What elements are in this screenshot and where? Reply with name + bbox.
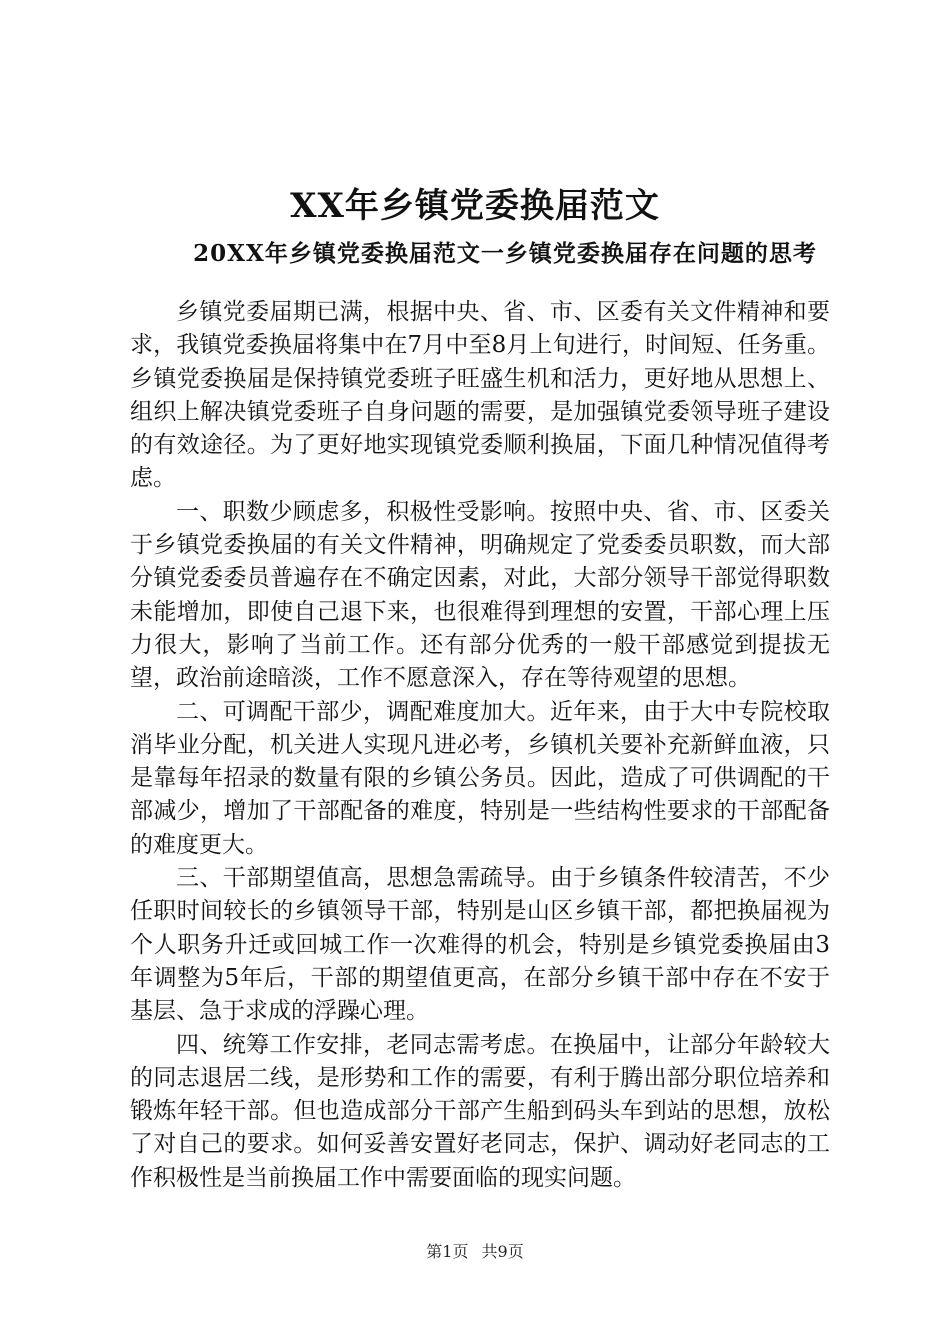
paragraph-point-1: 一、职数少顾虑多，积极性受影响。按照中央、省、市、区委关于乡镇党委换届的有关文件精神，明确规定了党委委员职数，而大部分镇党委委员普遍存在不确定因素，对此，大部分领导干部觉得职数未能增加，即使自己退下来，也很难得到理想的安置，干部心理上压力很大，影响了当前工作。还有部分优秀的一般干部感觉到提拔无望，政治前途暗淡，工作不愿意深入，存在等待观望的思想。 [130,498,830,692]
page-title: XX年乡镇党委换届范文 [290,186,660,226]
page-footer [0,1241,950,1263]
page-total: 共9页 [481,1242,524,1261]
paragraph-point-2: 二、可调配干部少，调配难度加大。近年来，由于大中专院校取消毕业分配，机关进人实现凡进必考，乡镇机关要补充新鲜血液，只是靠每年招录的数量有限的乡镇公务员。因此，造成了可供调配的干部减少，增加了干部配备的难度，特别是一些结构性要求的干部配备的难度更大。 [130,698,830,858]
document-body [130,296,830,1195]
paragraph-point-3: 三、干部期望值高，思想急需疏导。由于乡镇条件较清苦，不少任职时间较长的乡镇领导干部，特别是山区乡镇干部，都把换届视为个人职务升迁或回城工作一次难得的机会，特别是乡镇党委换届由3年调整为5年后，干部的期望值更高，在部分乡镇干部中存在不安于基层、急于求成的浮躁心理。 [130,865,830,1025]
page-number: 第1页 [426,1242,469,1261]
paragraph-intro: 乡镇党委届期已满，根据中央、省、市、区委有关文件精神和要求，我镇党委换届将集中在7月中至8月上旬进行，时间短、任务重。乡镇党委换届是保持镇党委班子旺盛生机和活力，更好地从思想上、组织上解决镇党委班子自身问题的需要，是加强镇党委领导班子建设的有效途径。为了更好地实现镇党委顺利换届，下面几种情况值得考虑。 [130,299,830,492]
paragraph-point-4: 四、统筹工作安排，老同志需考虑。在换届中，让部分年龄较大的同志退居二线，是形势和工作的需要，有利于腾出部分职位培养和锻炼年轻干部。但也造成部分干部产生船到码头车到站的思想，放松了对自己的要求。如何妥善安置好老同志，保护、调动好老同志的工作积极性是当前换届工作中需要面临的现实问题。 [130,1031,830,1191]
page-subtitle: 20XX年乡镇党委换届范文一乡镇党委换届存在问题的思考 [193,240,817,267]
